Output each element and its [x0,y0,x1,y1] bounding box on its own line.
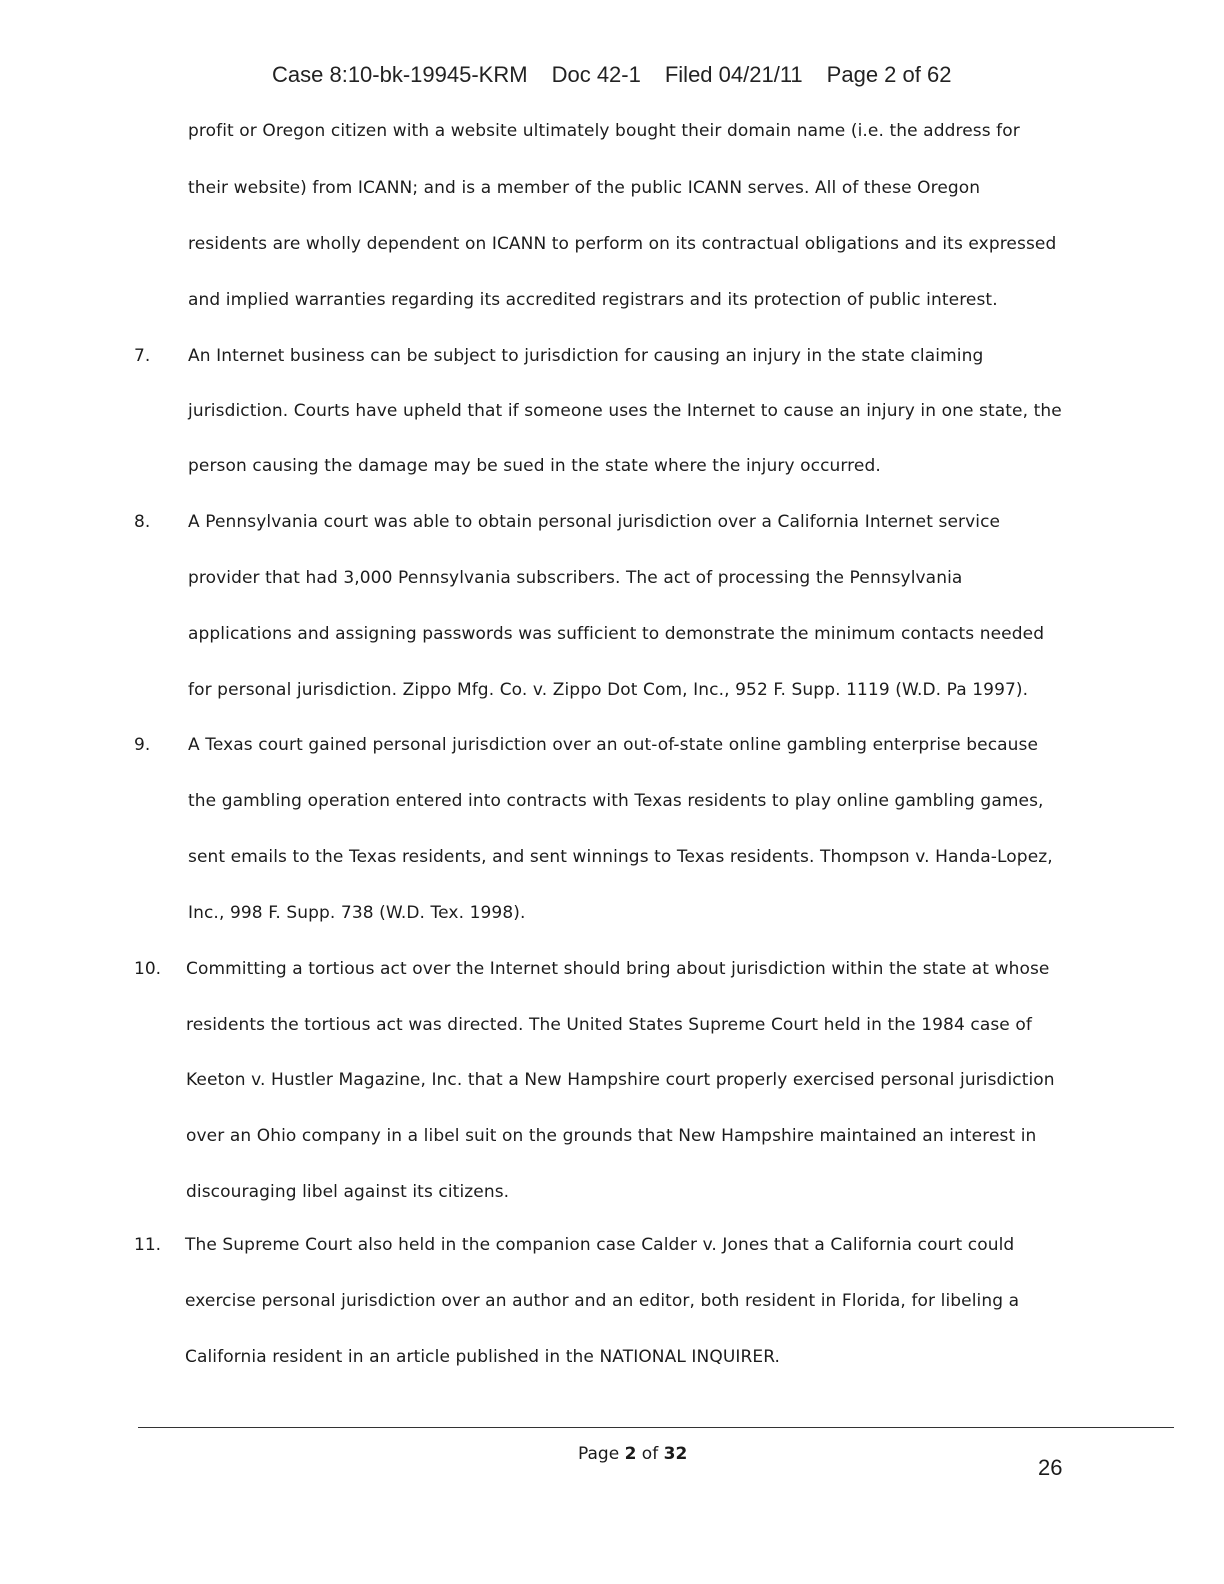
stamp-page-number: 26 [1038,1455,1063,1480]
text-line: profit or Oregon citizen with a website ultimately bought their domain name (i.e. the address for [188,121,1020,141]
text-line: their website) from ICANN; and is a member of the public ICANN serves. All of these Oregon [188,178,981,198]
text-line: Committing a tortious act over the Internet should bring about jurisdiction within the state at whose [186,959,1050,979]
text-line: jurisdiction. Courts have upheld that if someone uses the Internet to cause an injury in one state, the [188,401,1062,421]
case-number: Case 8:10-bk-19945-KRM [272,62,528,87]
paragraph-number: 7. [134,346,151,366]
text-line: An Internet business can be subject to jurisdiction for causing an injury in the state claiming [188,346,984,366]
text-line: and implied warranties regarding its accredited registrars and its protection of public interest. [188,290,998,310]
doc-number: Doc 42-1 [551,62,641,87]
text-line: A Texas court gained personal jurisdiction over an out-of-state online gambling enterprise because [188,735,1039,755]
text-line: discouraging libel against its citizens. [186,1182,510,1202]
text-line: sent emails to the Texas residents, and sent winnings to Texas residents. Thompson v. Handa-Lopez, [188,847,1053,867]
footer-page-number [578,1444,687,1464]
text-line: the gambling operation entered into contracts with Texas residents to play online gambling games, [188,791,1044,811]
header-page: Page 2 of 62 [826,62,952,87]
text-line: California resident in an article published in the NATIONAL INQUIRER. [185,1347,781,1367]
paragraph-number: 11. [134,1235,162,1255]
paragraph-number: 9. [134,735,151,755]
text-line: residents are wholly dependent on ICANN to perform on its contractual obligations and its expressed [188,234,1057,254]
paragraph-number: 10. [134,959,162,979]
text-line: Inc., 998 F. Supp. 738 (W.D. Tex. 1998). [188,903,526,923]
footer-total: 32 [663,1444,688,1464]
paragraph-number: 8. [134,512,151,532]
text-line: for personal jurisdiction. Zippo Mfg. Co. v. Zippo Dot Com, Inc., 952 F. Supp. 1119 (W.D. Pa 1997). [188,680,1029,700]
text-line: person causing the damage may be sued in the state where the injury occurred. [188,456,881,476]
filed-date: Filed 04/21/11 [664,62,803,87]
text-line: residents the tortious act was directed. The United States Supreme Court held in the 1984 case of [186,1015,1032,1035]
text-line: Keeton v. Hustler Magazine, Inc. that a New Hampshire court properly exercised personal jurisdiction [186,1070,1055,1090]
footer-divider [138,1427,1174,1428]
court-header [272,62,975,88]
text-line: exercise personal jurisdiction over an author and an editor, both resident in Florida, for libeling a [185,1291,1020,1311]
text-line: over an Ohio company in a libel suit on the grounds that New Hampshire maintained an interest in [186,1126,1037,1146]
footer-current: 2 [624,1444,637,1464]
text-line: The Supreme Court also held in the companion case Calder v. Jones that a California court could [185,1235,1015,1255]
footer-prefix: Page [578,1444,625,1464]
footer-of: of [636,1444,664,1464]
text-line: provider that had 3,000 Pennsylvania subscribers. The act of processing the Pennsylvania [188,568,963,588]
text-line: applications and assigning passwords was sufficient to demonstrate the minimum contacts needed [188,624,1045,644]
text-line: A Pennsylvania court was able to obtain personal jurisdiction over a California Internet service [188,512,1001,532]
